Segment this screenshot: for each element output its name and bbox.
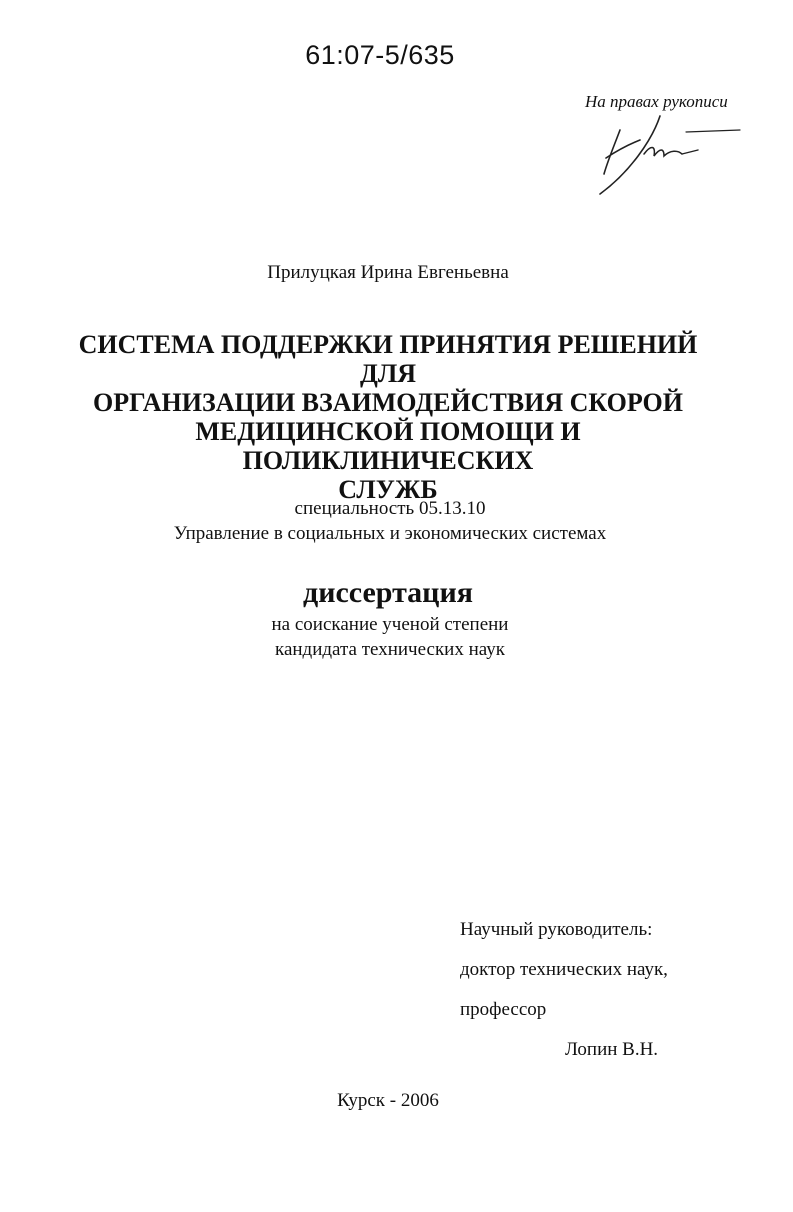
degree-block xyxy=(0,612,780,662)
advisor-degree: доктор технических наук, xyxy=(460,959,668,980)
title-line: СЛУЖБ xyxy=(338,475,438,504)
advisor-name: Лопин В.Н. xyxy=(565,1039,659,1060)
specialty-block xyxy=(0,496,780,546)
title-line: СИСТЕМА ПОДДЕРЖКИ ПРИНЯТИЯ РЕШЕНИЙ ДЛЯ xyxy=(78,330,698,388)
document-type: диссертация xyxy=(303,576,473,609)
specialty-code: специальность 05.13.10 xyxy=(294,498,486,519)
specialty-name: Управление в социальных и экономических системах xyxy=(173,523,607,544)
author-name: Прилуцкая Ирина Евгеньевна xyxy=(267,262,509,283)
place-and-year: Курск - 2006 xyxy=(337,1090,439,1111)
dissertation-title xyxy=(60,330,716,504)
handwritten-signature xyxy=(590,110,750,200)
catalog-number: 61:07-5/635 xyxy=(305,40,455,70)
degree-line: на соискание ученой степени xyxy=(271,614,509,635)
advisor-block xyxy=(460,910,780,1070)
advisor-label: Научный руководитель: xyxy=(460,919,653,940)
advisor-title: профессор xyxy=(460,999,547,1020)
title-line: МЕДИЦИНСКОЙ ПОМОЩИ И ПОЛИКЛИНИЧЕСКИХ xyxy=(195,417,581,475)
title-line: ОРГАНИЗАЦИИ ВЗАИМОДЕЙСТВИЯ СКОРОЙ xyxy=(92,388,684,417)
manuscript-rights-note: На правах рукописи xyxy=(585,92,728,111)
degree-line: кандидата технических наук xyxy=(275,639,505,660)
